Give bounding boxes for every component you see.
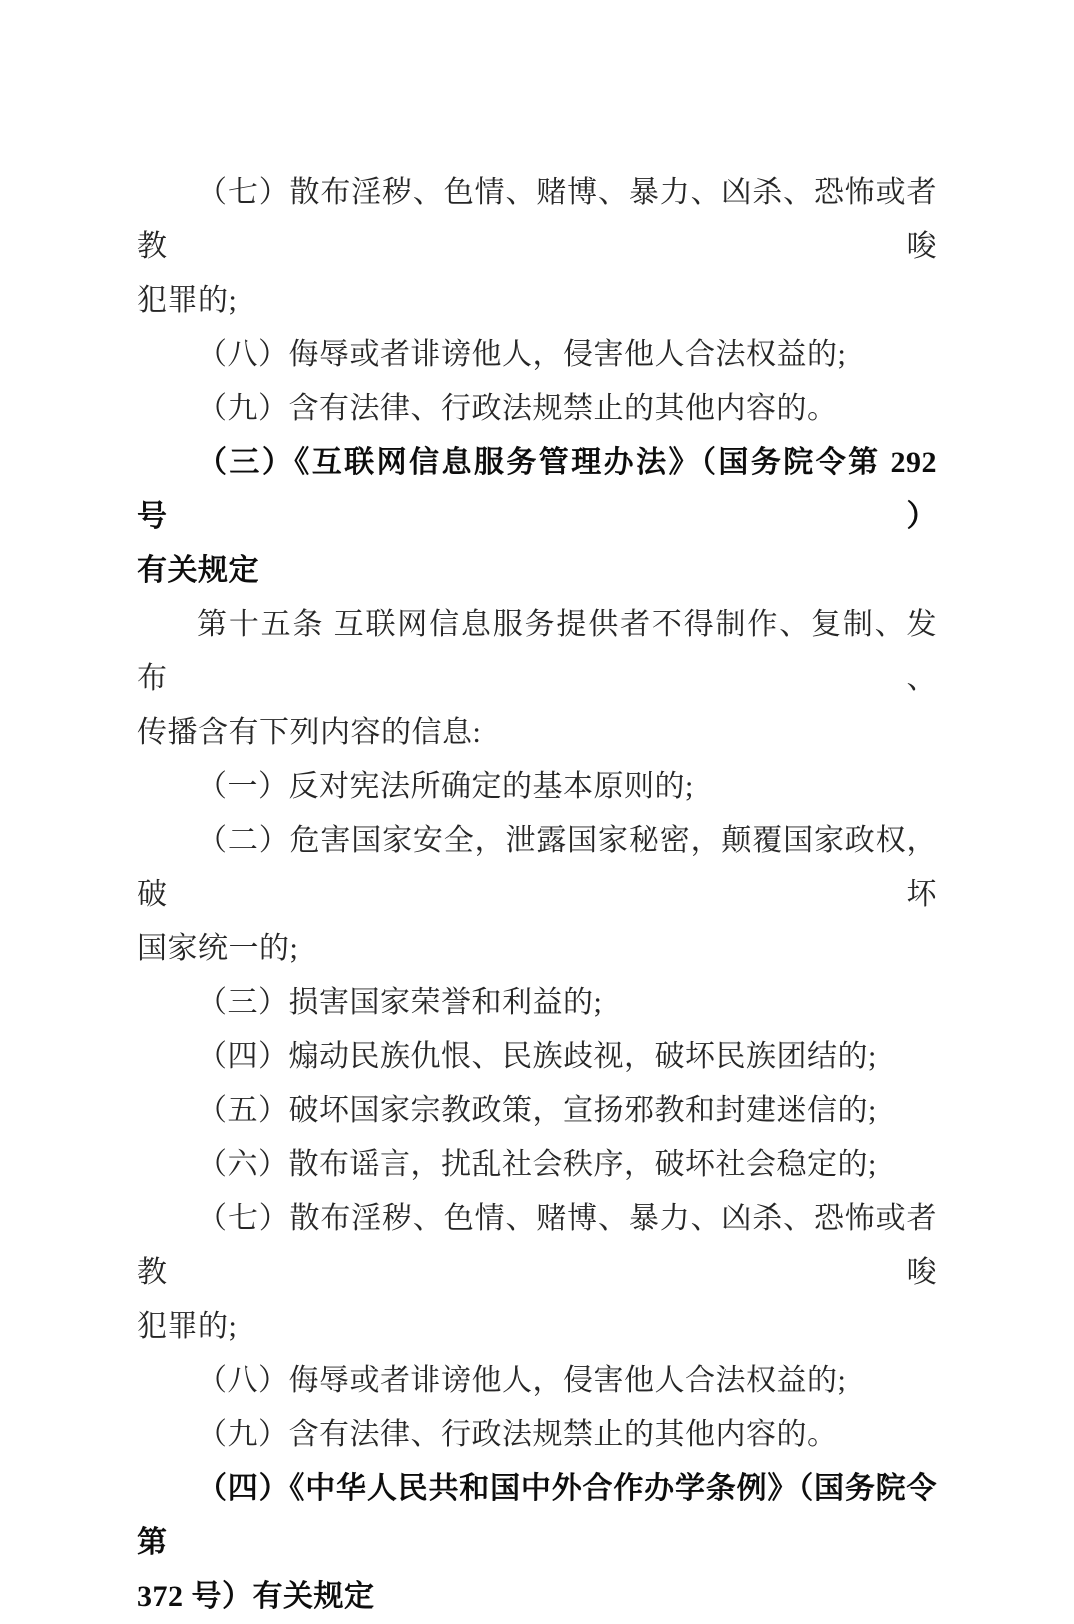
paragraph-line: （六）散布谣言，扰乱社会秩序，破坏社会稳定的; [197,1148,877,1181]
article-15-intro [137,598,937,760]
paragraph-line: （三）损害国家荣誉和利益的; [197,986,603,1019]
paragraph-line: 传播含有下列内容的信息: [137,716,482,749]
clause-item-4 [137,1030,937,1084]
heading-line: （三）《互联网信息服务管理办法》（国务院令第 292 号） [137,446,937,533]
heading-line: 372 号）有关规定 [137,1580,375,1613]
section-heading-decree-292 [137,436,937,598]
paragraph-line: （八）侮辱或者诽谤他人，侵害他人合法权益的; [197,1364,847,1397]
heading-line: 有关规定 [137,554,259,587]
clause-item-9 [137,382,937,436]
clause-item-9-repeat [137,1408,937,1462]
paragraph-line: （二）危害国家安全，泄露国家秘密，颠覆国家政权，破坏 [137,824,937,911]
clause-item-7-repeat [137,1192,937,1354]
paragraph-line: 第十五条 互联网信息服务提供者不得制作、复制、发布、 [137,608,937,695]
paragraph-line: （一）反对宪法所确定的基本原则的; [197,770,694,803]
paragraph-line: （五）破坏国家宗教政策，宣扬邪教和封建迷信的; [197,1094,877,1127]
paragraph-line: （九）含有法律、行政法规禁止的其他内容的。 [197,392,838,425]
paragraph-line: （九）含有法律、行政法规禁止的其他内容的。 [197,1418,838,1451]
paragraph-line: （四）煽动民族仇恨、民族歧视，破坏民族团结的; [197,1040,877,1073]
clause-item-8-repeat [137,1354,937,1408]
paragraph-line: （七）散布淫秽、色情、赌博、暴力、凶杀、恐怖或者教唆 [137,1202,937,1289]
clause-item-8 [137,328,937,382]
paragraph-line: （七）散布淫秽、色情、赌博、暴力、凶杀、恐怖或者教唆 [137,176,937,263]
paragraph-line: 犯罪的; [137,284,238,317]
clause-item-6 [137,1138,937,1192]
paragraph-line: （八）侮辱或者诽谤他人，侵害他人合法权益的; [197,338,847,371]
clause-item-2 [137,814,937,976]
paragraph-line: 犯罪的; [137,1310,238,1343]
clause-item-5 [137,1084,937,1138]
clause-item-3 [137,976,937,1030]
clause-item-7 [137,166,937,328]
section-heading-decree-372 [137,1462,937,1624]
clause-item-1 [137,760,937,814]
heading-line: （四）《中华人民共和国中外合作办学条例》（国务院令第 [137,1472,937,1559]
paragraph-line: 国家统一的; [137,932,299,965]
